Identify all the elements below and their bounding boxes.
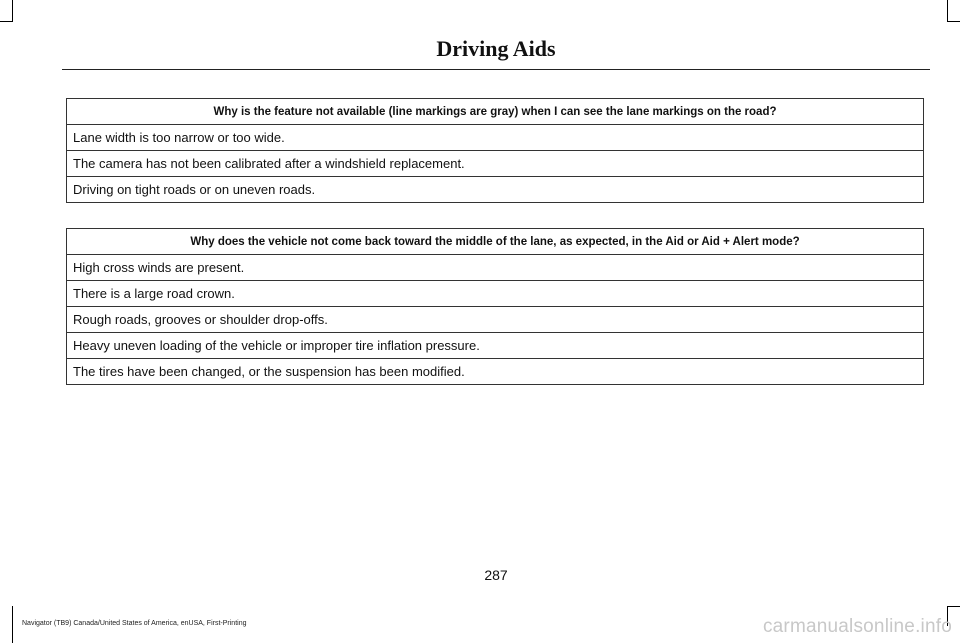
faq-table-lane-centering xyxy=(66,228,924,385)
table-cell: High cross winds are present. xyxy=(67,255,924,281)
table-row xyxy=(67,177,924,203)
table-cell: Lane width is too narrow or too wide. xyxy=(67,125,924,151)
table-question: Why does the vehicle not come back toward the middle of the lane, as expected, in the Aid or Aid + Alert mode? xyxy=(67,229,924,255)
title-divider xyxy=(62,69,930,70)
table-cell: Rough roads, grooves or shoulder drop-offs. xyxy=(67,307,924,333)
table-cell: There is a large road crown. xyxy=(67,281,924,307)
table-question: Why is the feature not available (line markings are gray) when I can see the lane markings on the road? xyxy=(67,99,924,125)
table-cell: The tires have been changed, or the suspension has been modified. xyxy=(67,359,924,385)
table-row xyxy=(67,255,924,281)
table-row xyxy=(67,359,924,385)
watermark: carmanualsonline.info xyxy=(762,616,952,637)
table-cell: Driving on tight roads or on uneven roads. xyxy=(67,177,924,203)
page-number: 287 xyxy=(484,567,508,583)
crop-mark-bottom-right-h xyxy=(947,606,960,607)
table-cell: Heavy uneven loading of the vehicle or improper tire inflation pressure. xyxy=(67,333,924,359)
table-cell: The camera has not been calibrated after a windshield replacement. xyxy=(67,151,924,177)
crop-mark-top-left-h xyxy=(0,21,13,22)
crop-mark-top-right-v xyxy=(947,0,948,22)
crop-mark-bottom-left-v xyxy=(12,606,13,643)
crop-mark-top-right-h xyxy=(947,21,960,22)
table-row xyxy=(67,125,924,151)
table-row xyxy=(67,307,924,333)
edition-footer: Navigator (TB9) Canada/United States of America, enUSA, First-Printing xyxy=(22,620,247,627)
table-row xyxy=(67,333,924,359)
table-row xyxy=(67,151,924,177)
crop-mark-top-left-v xyxy=(12,0,13,22)
page-title: Driving Aids xyxy=(436,36,556,61)
table-header-row xyxy=(67,99,924,125)
table-row xyxy=(67,281,924,307)
faq-table-gray-markings xyxy=(66,98,924,203)
table-header-row xyxy=(67,229,924,255)
